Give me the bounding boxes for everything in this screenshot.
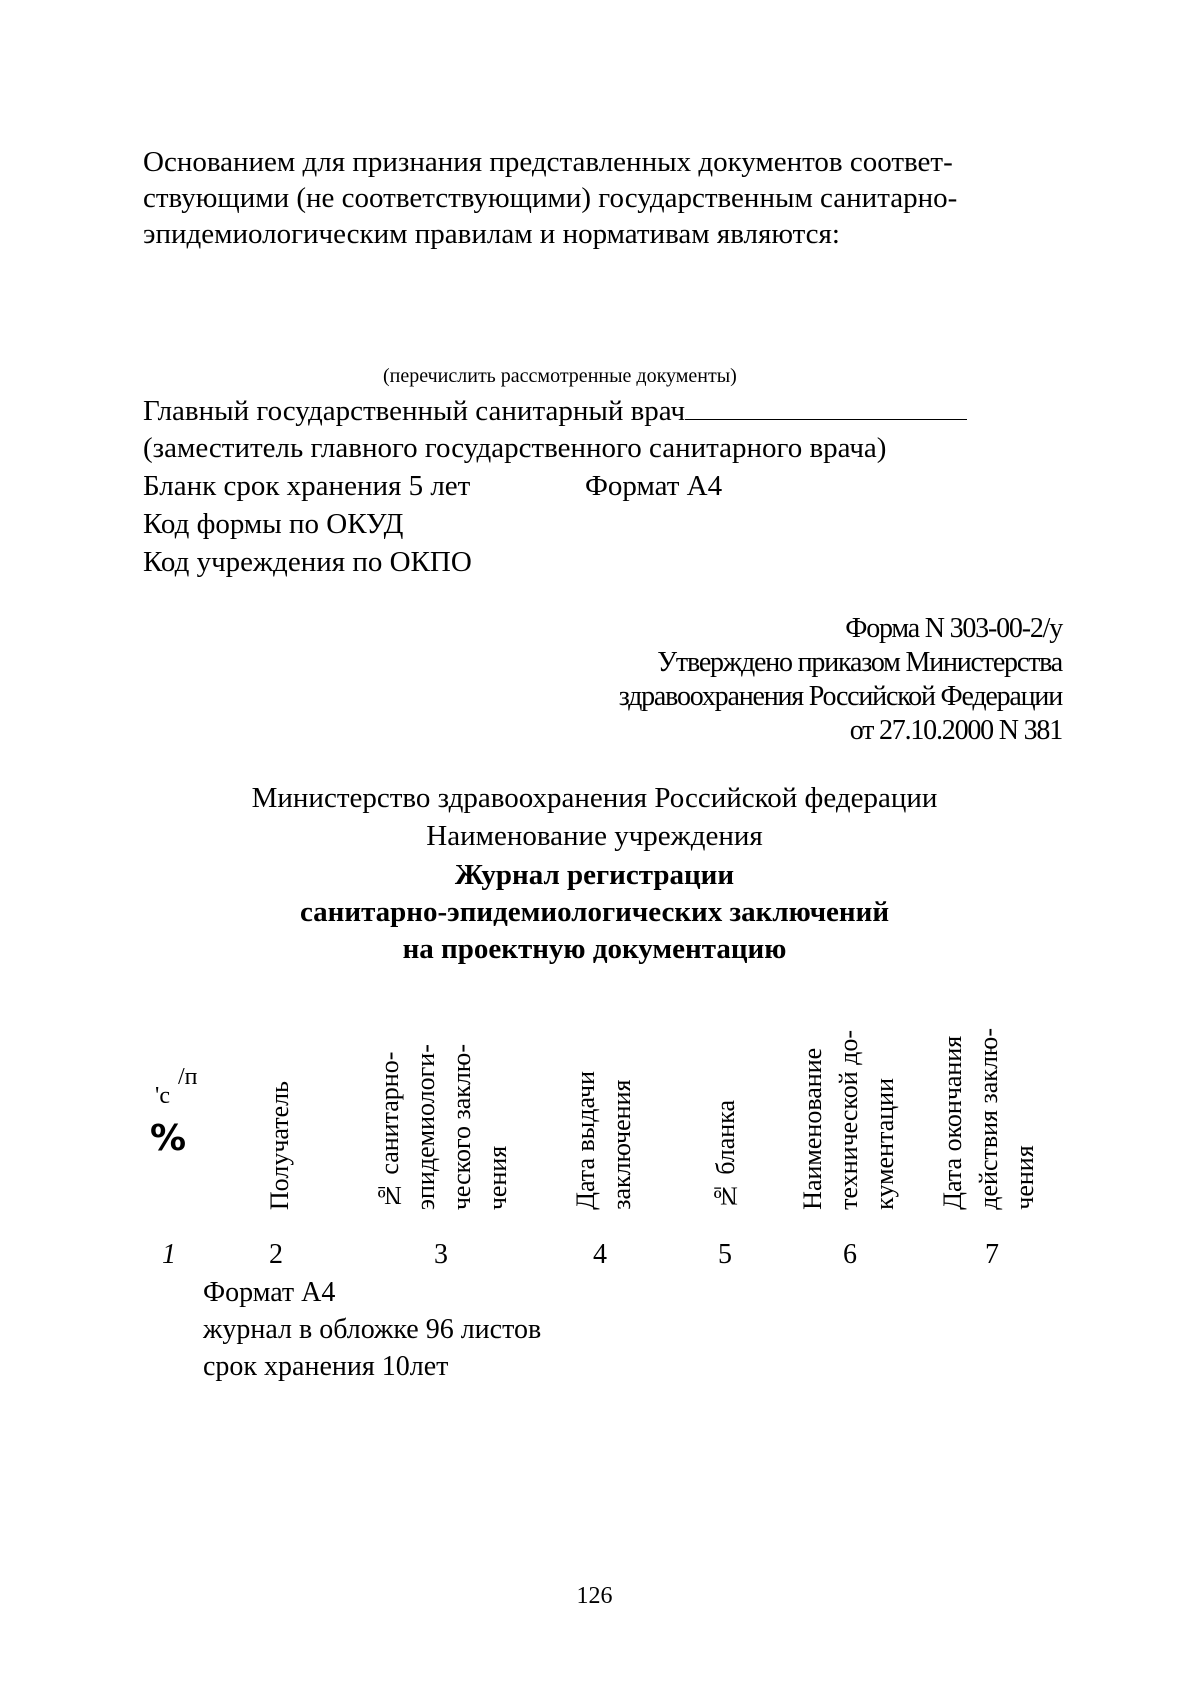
col1-p-mark: /п <box>178 1064 198 1090</box>
journal-storage: срок хранения 10лет <box>203 1351 449 1382</box>
column-number-3: 3 <box>434 1239 448 1270</box>
intro-line-1: Основанием для признания представленных документов соответ- <box>143 146 953 178</box>
column-header-issue-date: Дата выдачи заключения <box>571 1071 636 1210</box>
deputy-line: (заместитель главного государственного санитарного врача) <box>143 432 887 464</box>
intro-paragraph <box>143 144 1063 252</box>
column-number-5: 5 <box>718 1239 732 1270</box>
column-number-6: 6 <box>843 1239 857 1270</box>
okpo-line: Код учреждения по ОКПО <box>143 546 472 578</box>
chief-doctor-line <box>143 395 967 428</box>
ministry-name: здравоохранения Российской Федерации <box>618 681 1062 712</box>
chief-doctor-label: Главный государственный санитарный врач <box>143 395 686 427</box>
blank-format-line: Формат А4 <box>585 470 723 502</box>
col1-percent-glyph: % <box>150 1118 187 1159</box>
page-number: 126 <box>576 1583 613 1609</box>
column-header-expiry-date: Дата окончания действия заклю- чения <box>938 1028 1039 1210</box>
order-date: от 27.10.2000 N 381 <box>849 715 1062 746</box>
intro-line-3: эпидемиологическим правилам и нормативам являются: <box>143 218 840 250</box>
approved-by: Утверждено приказом Министерства <box>657 647 1062 678</box>
column-number-1: 1 <box>162 1239 176 1270</box>
form-number: Форма N 303-00-2/у <box>845 613 1062 644</box>
column-header-conclusion-number: № санитарно- эпидемиологи- ческого заклю- чения <box>375 1043 512 1210</box>
documents-caption: (перечислить рассмотренные документы) <box>383 365 737 387</box>
ministry-heading: Министерство здравоохранения Российской федерации <box>251 782 938 814</box>
institution-heading: Наименование учреждения <box>426 820 763 852</box>
blank-storage-line: Бланк срок хранения 5 лет <box>143 470 471 502</box>
column-header-documentation-name: Наименование технической до- кументации <box>798 1030 899 1210</box>
journal-pages: журнал в обложке 96 листов <box>203 1314 542 1345</box>
intro-line-2: ствующими (не соответствующими) государственным санитарно- <box>143 182 958 214</box>
column-number-2: 2 <box>269 1239 283 1270</box>
signature-underline <box>685 395 967 420</box>
journal-format: Формат А4 <box>203 1277 336 1308</box>
column-number-4: 4 <box>593 1239 607 1270</box>
okud-line: Код формы по ОКУД <box>143 508 404 540</box>
journal-title-1: Журнал регистрации <box>454 859 735 891</box>
journal-title-3: на проектную документацию <box>402 933 787 965</box>
col1-c-mark: 'с <box>155 1083 170 1109</box>
column-number-7: 7 <box>985 1239 999 1270</box>
column-header-recipient: Получатель <box>265 1080 294 1210</box>
column-header-blank-number: № бланка <box>711 1099 740 1210</box>
journal-title-2: санитарно-эпидемиологических заключений <box>299 896 890 928</box>
form-reference <box>619 612 1062 748</box>
